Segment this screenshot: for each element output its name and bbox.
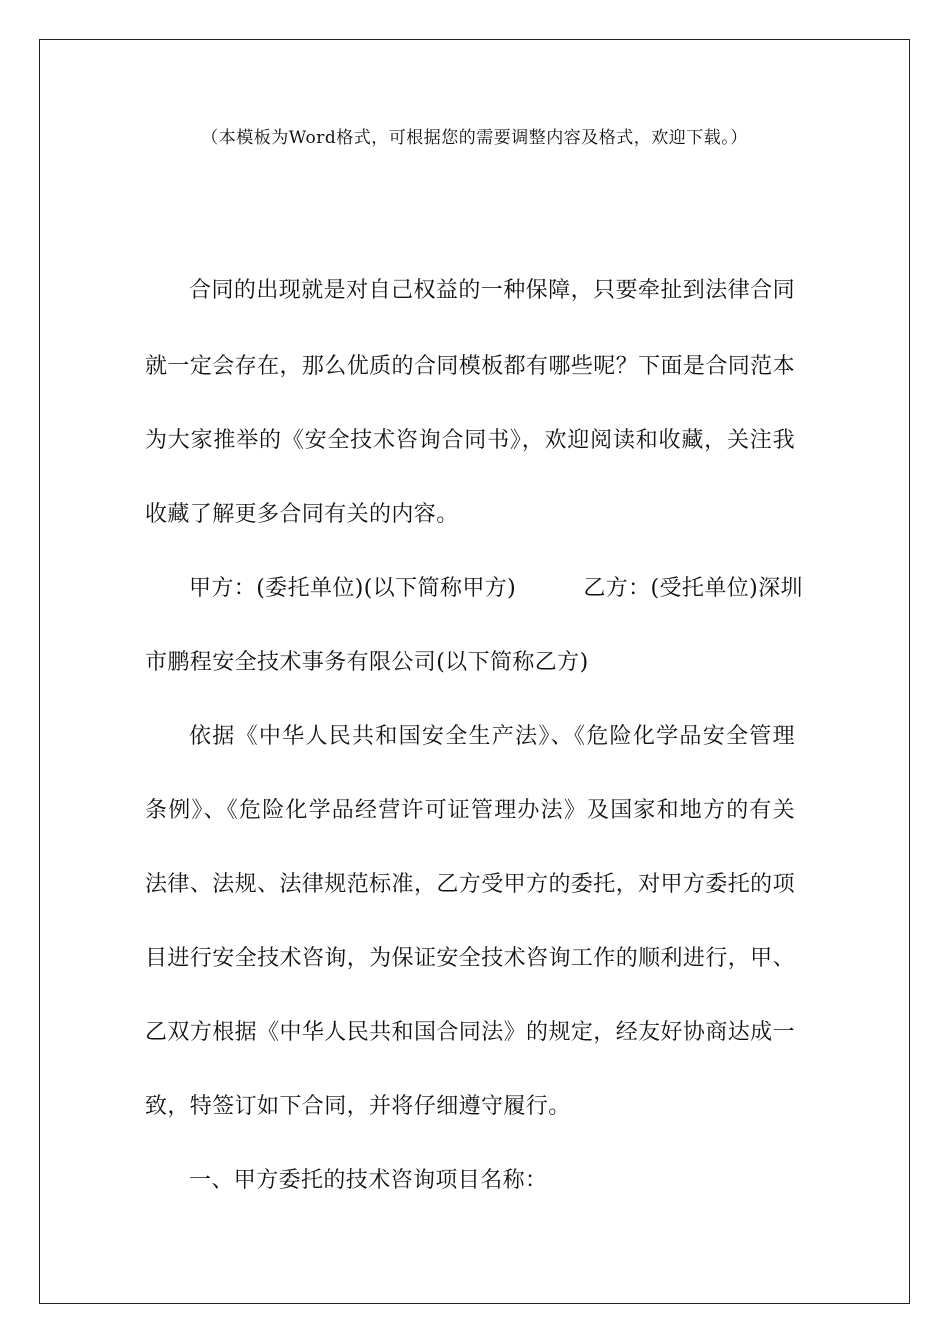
basis-line-1: 依据《中华人民共和国安全生产法》、《危险化学品安全管理 bbox=[189, 724, 795, 749]
intro-line-2: 就一定会存在，那么优质的合同模板都有哪些呢？下面是合同范本 bbox=[145, 354, 795, 379]
template-note: （本模板为Word格式，可根据您的需要调整内容及格式，欢迎下载。） bbox=[201, 128, 748, 148]
basis-line-5: 乙双方根据《中华人民共和国合同法》的规定，经友好协商达成一 bbox=[145, 1020, 795, 1045]
parties-line-2: 市鹏程安全技术事务有限公司(以下简称乙方) bbox=[145, 650, 589, 675]
basis-line-2: 条例》、《危险化学品经营许可证管理办法》及国家和地方的有关 bbox=[145, 798, 795, 823]
basis-line-4: 目进行安全技术咨询，为保证安全技术咨询工作的顺利进行，甲、 bbox=[145, 946, 795, 971]
intro-line-3: 为大家推举的《安全技术咨询合同书》，欢迎阅读和收藏，关注我 bbox=[145, 428, 795, 453]
intro-line-4: 收藏了解更多合同有关的内容。 bbox=[145, 502, 459, 527]
basis-line-3: 法律、法规、法律规范标准，乙方受甲方的委托，对甲方委托的项 bbox=[145, 872, 795, 897]
parties-line-1: 甲方：(委托单位)(以下简称甲方) 乙方：(受托单位)深圳 bbox=[189, 576, 803, 601]
intro-line-1: 合同的出现就是对自己权益的一种保障，只要牵扯到法律合同 bbox=[189, 278, 795, 303]
basis-line-6: 致，特签订如下合同，并将仔细遵守履行。 bbox=[145, 1094, 571, 1119]
section-heading-1: 一、甲方委托的技术咨询项目名称： bbox=[189, 1168, 548, 1193]
